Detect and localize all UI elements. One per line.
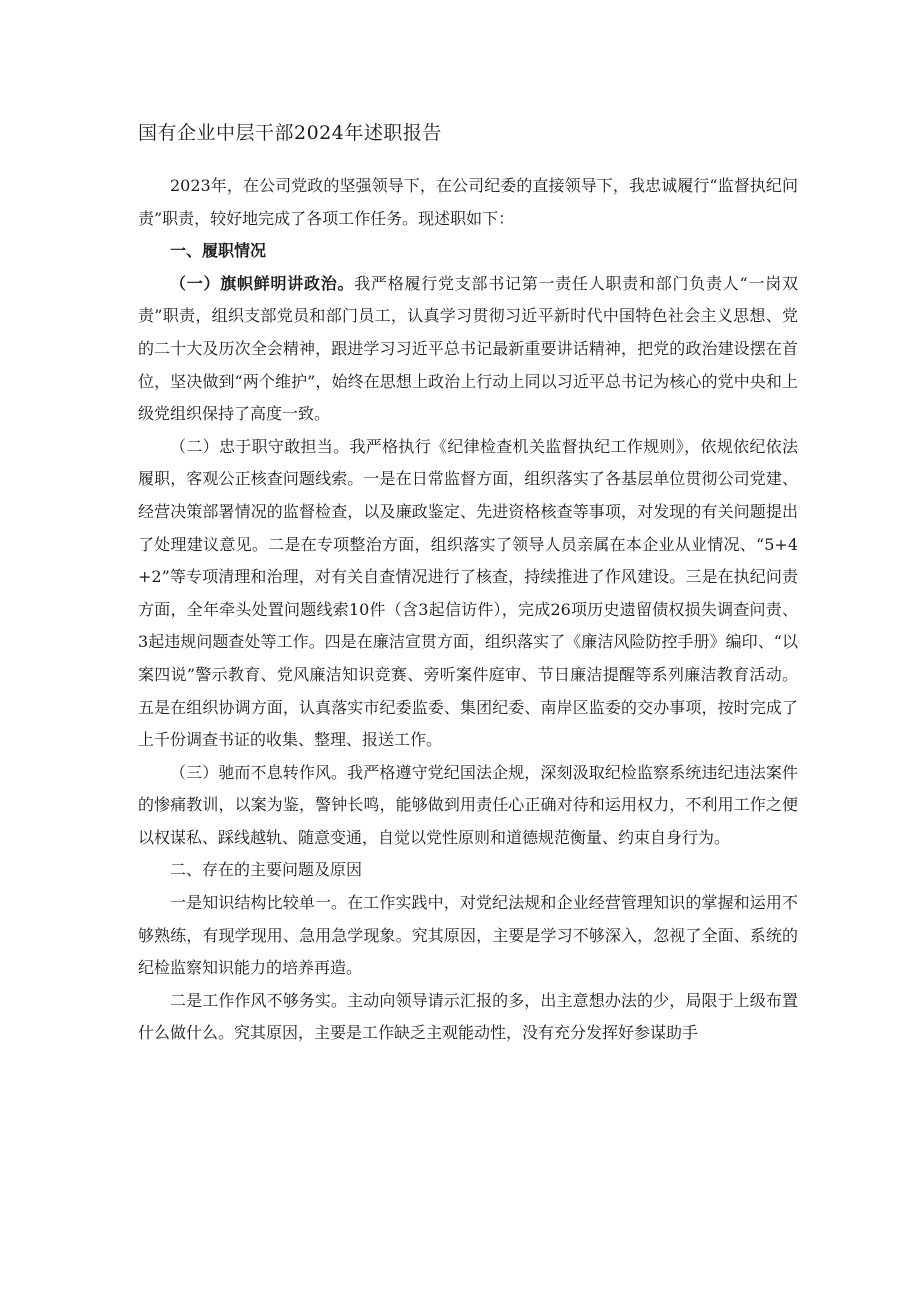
section1-item1 bbox=[138, 268, 798, 431]
intro-paragraph: 2023年，在公司党政的坚强领导下，在公司纪委的直接领导下，我忠诚履行“监督执纪问责”职责，较好地完成了各项工作任务。现述职如下： bbox=[138, 176, 798, 228]
section2-heading: 二、存在的主要问题及原因 bbox=[170, 860, 363, 880]
section2-paragraph-2: 二是工作作风不够务实。主动向领导请示汇报的多，出主意想办法的少，局限于上级布置什么做什么。究其原因，主要是工作缺乏主观能动性，没有充分发挥好参谋助手 bbox=[138, 990, 798, 1043]
document-page bbox=[138, 118, 798, 1050]
section1-item3: （三）驰而不息转作风。我严格遵守党纪国法企规，深刻汲取纪检监察系统违纪违法案件的惨痛教训，以案为鉴，警钟长鸣，能够做到用责任心正确对待和运用权力，不利用工作之便以权谋私、踩线越轨、随意变通，自觉以党性原则和道德规范衡量、约束自身行为。 bbox=[138, 762, 798, 847]
section1-item2: （二）忠于职守敢担当。我严格执行《纪律检查机关监督执纪工作规则》，依规依纪依法履职，客观公正核查问题线索。一是在日常监督方面，组织落实了各基层单位贯彻公司党建、经营决策部署情况的监督检查，以及廉政鉴定、先进资格核查等事项，对发现的有关问题提出了处理建议意见。二是在专项整治方面，组织落实了领导人员亲属在本企业从业情况、“5+4+2”等专项清理和治理，对有关自查情况进行了核查，持续推进了作风建设。三是在执纪问责方面，全年牵头处置问题线索10件（含3起信访件），完成26项历史遗留债权损失调查问责、3起违规问题查处等工作。四是在廉洁宣贯方面，组织落实了《廉洁风险防控手册》编印、“以案四说”警示教育、党风廉洁知识竞赛、旁听案件庭审、节日廉洁提醒等系列廉洁教育活动。五是在组织协调方面，认真落实市纪委监委、集团纪委、南岸区监委的交办事项，按时完成了上千份调查书证的收集、整理、报送工作。 bbox=[138, 436, 798, 750]
section1-item1-body: 我严格履行党支部书记第一责任人职责和部门负责人“一岗双责”职责，组织支部党员和部门员工，认真学习贯彻习近平新时代中国特色社会主义思想、党的二十大及历次全会精神，跟进学习习近平总书记最新重要讲话精神，把党的政治建设摆在首位，坚决做到“两个维护”，始终在思想上政治上行动上同以习近平总书记为核心的党中央和上级党组织保持了高度一致。 bbox=[138, 273, 798, 424]
section1-item1-lead: （一）旗帜鲜明讲政治。 bbox=[170, 273, 355, 293]
document-title: 国有企业中层干部2024年述职报告 bbox=[138, 122, 442, 144]
section1-heading: 一、履职情况 bbox=[170, 241, 267, 261]
section2-paragraph-1: 一是知识结构比较单一。在工作实践中，对党纪法规和企业经营管理知识的掌握和运用不够熟练，有现学现用、急用急学现象。究其原因，主要是学习不够深入，忽视了全面、系统的纪检监察知识能力的培养再造。 bbox=[138, 893, 798, 978]
